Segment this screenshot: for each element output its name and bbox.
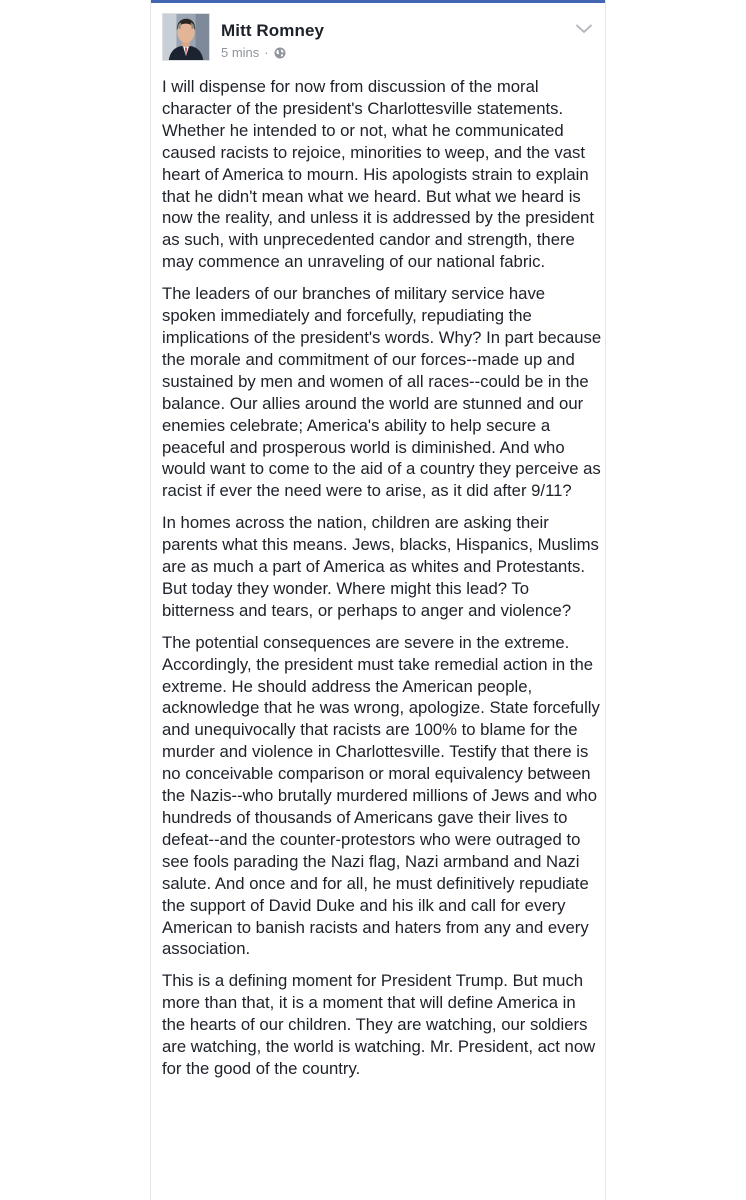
- post-paragraph: In homes across the nation, children are asking their parents what this means. Jews, blacks, Hispanics, Muslims are as much a part of America as whites and Protestants. But today they wonder. Where might this lead? To bitterness and tears, or perhaps to anger and violence?: [162, 513, 599, 620]
- post-body: [162, 76, 602, 1090]
- post-paragraph: This is a defining moment for President Trump. But much more than that, it is a moment that will define America in the hearts of our children. They are watching, our soldiers are watching, the world is watching. Mr. President, act now for the good of the country.: [162, 971, 596, 1078]
- post-timestamp[interactable]: 5 mins: [221, 45, 260, 60]
- avatar[interactable]: [162, 13, 210, 61]
- post-paragraph: The leaders of our branches of military service have spoken immediately and forcefully, repudiating the implications of the president's words. Why? In part because the morale and commitment of our forces--made up and sustained by men and women of all races--could be in the balance. Our allies around the world are stunned and our enemies celebrate; America's ability to help secure a peaceful and prosperous world is diminished. And who would want to come to the aid of a country they perceive as racist if ever the need were to arise, as it did after 9/11?: [162, 284, 602, 501]
- avatar-photo: [163, 14, 209, 60]
- author-name[interactable]: Mitt Romney: [221, 21, 325, 40]
- post-header: [162, 13, 595, 65]
- post-card: [150, 0, 606, 1200]
- meta-separator: ·: [264, 45, 269, 60]
- post-meta: [221, 45, 286, 60]
- left-margin: [0, 0, 150, 1200]
- card-top-accent: [151, 0, 605, 3]
- post-paragraph: The potential consequences are severe in the extreme. Accordingly, the president must take remedial action in the extreme. He should address the American people, acknowledge that he was wrong, apologize. State forcefully and unequivocally that racists are 100% to blame for the murder and violence in Charlottesville. Testify that there is no conceivable comparison or moral equivalency between the Nazis--who brutally murdered millions of Jews and who hundreds of thousands of Americans gave their lives to defeat--and the counter-protestors who were outraged to see fools parading the Nazi flag, Nazi armband and Nazi salute. And once and for all, he must definitively repudiate the support of David Duke and his ilk and call for every American to banish racists and haters from any and every association.: [162, 632, 600, 959]
- right-margin: [606, 0, 746, 1200]
- chevron-down-icon[interactable]: [575, 23, 593, 35]
- globe-icon[interactable]: [274, 47, 286, 59]
- post-paragraph: I will dispense for now from discussion of the moral character of the president's Charlottesville statements. Whether he intended to or not, what he communicated caused racists to rejoice, minorities to weep, and the vast heart of America to mourn. His apologists strain to explain that he didn't mean what we heard. But what we heard is now the reality, and unless it is addressed by the president as such, with unprecedented candor and strength, there may commence an unraveling of our national fabric.: [162, 77, 594, 272]
